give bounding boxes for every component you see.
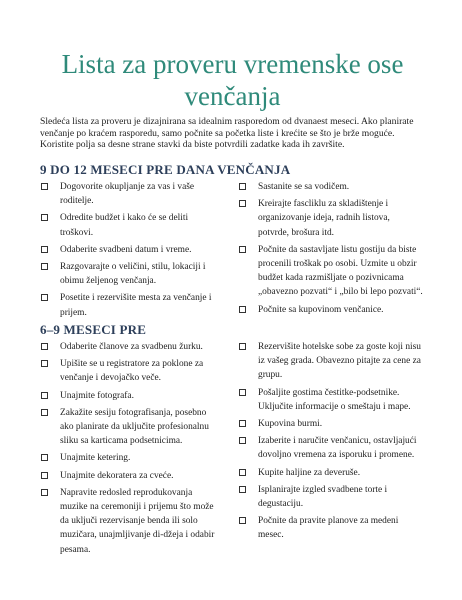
checkbox[interactable] xyxy=(239,306,246,313)
checklist-item-text: Odredite budžet i kako će se deliti troškovi. xyxy=(60,213,189,238)
checklist-item xyxy=(40,243,215,257)
checklist-item xyxy=(238,483,423,511)
checkbox[interactable] xyxy=(41,263,48,270)
section-title-9-12-months: 9 DO 12 MESECI PRE DANA VENČANJA xyxy=(40,162,291,177)
title-line-2: venčanja xyxy=(184,81,281,111)
checkbox[interactable] xyxy=(41,392,48,399)
checkbox[interactable] xyxy=(239,486,246,493)
checklist-item xyxy=(40,486,215,557)
checklist-item xyxy=(238,514,423,542)
checklist-item xyxy=(238,197,423,240)
checklist-item xyxy=(40,406,215,449)
checkbox[interactable] xyxy=(239,246,246,253)
checklist-item xyxy=(238,180,423,194)
section-title-6-9-months: 6–9 MESECI PRE xyxy=(40,322,147,337)
checklist-item-text: Počnite sa kupovinom venčanice. xyxy=(258,304,384,315)
section-1-left-column xyxy=(40,180,215,320)
checklist-item-text: Odaberite svadbeni datum i vreme. xyxy=(60,244,192,255)
checklist-item xyxy=(238,243,423,300)
section-1-right-column xyxy=(238,180,423,317)
intro-paragraph: Sledeća lista za proveru je dizajnirana sa idealnim rasporedom od dvanaest meseci. Ako planirate venčanje po kraćem rasporedu, samo počnite sa početka liste i krećite se što je brže moguće. Koristite polja sa desne strane stavki da biste potvrdili zadatke kada ih završite. xyxy=(40,116,414,151)
checklist-item xyxy=(238,417,423,431)
checklist-item-text: Pošaljite gostima čestitke-podsetnike. Uključite informacije o smeštaju i mape. xyxy=(258,387,411,412)
checklist-item-text: Kupite haljine za deveruše. xyxy=(258,467,361,478)
checklist-item-text: Odaberite članove za svadbenu žurku. xyxy=(60,342,203,352)
checklist-item xyxy=(40,469,215,483)
checkbox[interactable] xyxy=(41,409,48,416)
section-2-right-column xyxy=(238,340,423,543)
checklist-item-text: Počnite da pravite planove za medeni mesec. xyxy=(258,516,399,541)
checklist-item-text: Posetite i rezervišite mesta za venčanje i prijem. xyxy=(60,293,212,318)
checklist-item-text: Upišite se u registratore za poklone za venčanje i devojačko veče. xyxy=(60,359,204,384)
checkbox[interactable] xyxy=(41,472,48,479)
title-line-1: Lista za proveru vremenske ose xyxy=(61,49,404,79)
checkbox[interactable] xyxy=(41,246,48,253)
checklist-item-text: Počnite da sastavljate listu gostiju da biste procenili troškak po osobi. Uzmite u obzir budžet kada razmišljate o pozivnicama „obavezno pozvati“ i „bilo bi lepo pozvati“. xyxy=(258,244,423,298)
checkbox[interactable] xyxy=(41,360,48,367)
checklist-item-text: Unajmite dekoratera za cveće. xyxy=(60,470,174,481)
page-title xyxy=(40,48,425,112)
checklist-item xyxy=(40,180,215,208)
checkbox[interactable] xyxy=(41,294,48,301)
checklist-item-text: Napravite redosled reprodukovanja muzike na ceremoniji i prijemu što može da uključi rezervisanje benda ili solo muzičara, unajmljivanje di-džeja i odabir pesama. xyxy=(60,487,215,555)
checklist-item xyxy=(238,466,423,480)
checkbox[interactable] xyxy=(41,214,48,221)
checkbox[interactable] xyxy=(239,200,246,207)
checklist-item-text: Rezervišite hotelske sobe za goste koji nisu iz vašeg grada. Obavezno pitajte za cene za grupu. xyxy=(258,342,421,381)
checklist-item xyxy=(40,260,215,288)
checkbox[interactable] xyxy=(239,389,246,396)
checklist-item-text: Dogovorite okupljanje za vas i vaše roditelje. xyxy=(60,182,195,207)
checklist-item-text: Isplanirajte izgled svadbene torte i degustaciju. xyxy=(258,484,388,510)
checklist-item xyxy=(40,389,215,403)
checklist-item-text: Kreirajte fascliklu za skladištenje i organizovanje ideja, radnih listova, potvrde, brošura itd. xyxy=(258,199,390,238)
checkbox[interactable] xyxy=(239,469,246,476)
checklist-item xyxy=(238,303,423,317)
checklist-item xyxy=(40,211,215,239)
checkbox[interactable] xyxy=(239,420,246,427)
checklist-item xyxy=(238,340,423,383)
checkbox[interactable] xyxy=(239,517,246,524)
checklist-item-text: Izaberite i naručite venčanicu, ostavljajući dovoljno vremena za isporuku i promene. xyxy=(258,436,417,461)
checklist-item xyxy=(40,357,215,385)
checklist-item xyxy=(238,386,423,414)
checklist-item-text: Kupovina burmi. xyxy=(258,419,323,430)
checkbox[interactable] xyxy=(41,343,48,350)
checklist-item xyxy=(40,451,215,465)
checkbox[interactable] xyxy=(239,343,246,350)
checklist-item xyxy=(40,340,215,354)
checkbox[interactable] xyxy=(41,454,48,461)
section-2-left-column xyxy=(40,340,215,557)
checklist-item-text: Unajmite ketering. xyxy=(60,453,131,464)
checklist-item-text: Unajmite fotografa. xyxy=(60,390,134,401)
checkbox[interactable] xyxy=(239,437,246,444)
checklist-item-text: Razgovarajte o veličini, stilu, lokaciji i obimu željenog venčanja. xyxy=(60,262,206,287)
checklist-item-text: Zakažite sesiju fotografisanja, posebno ako planirate da uključite profesionalnu sliku sa karticama podsetnicima. xyxy=(60,407,209,447)
checkbox[interactable] xyxy=(239,183,246,190)
checklist-item xyxy=(40,291,215,319)
checklist-item-text: Sastanite se sa vodičem. xyxy=(258,182,350,192)
checkbox[interactable] xyxy=(41,183,48,190)
checklist-item xyxy=(238,434,423,462)
checkbox[interactable] xyxy=(41,489,48,496)
